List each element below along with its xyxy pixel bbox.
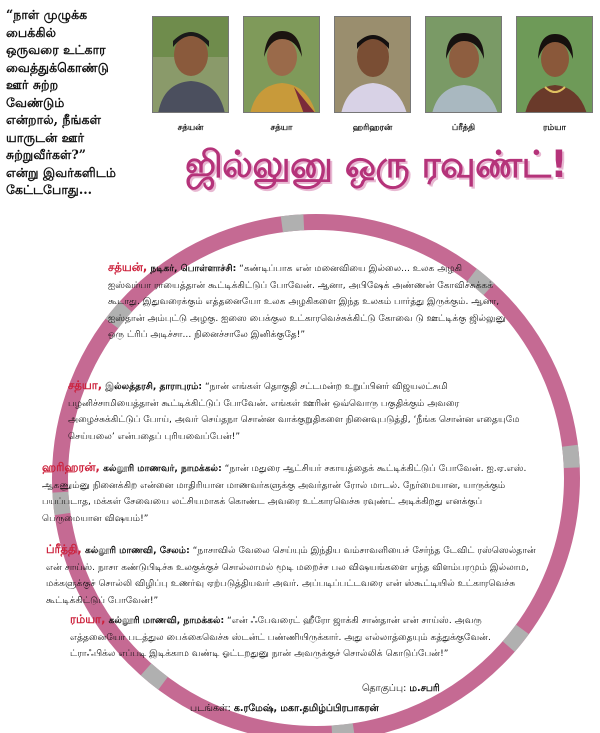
compiled-label: தொகுப்பு: <box>362 683 407 694</box>
portrait-row <box>150 16 600 151</box>
speaker-role: கல்லூரி மாணவர், நாமக்கல்: <box>99 464 222 474</box>
quote-text: “என் ஃபேவரைட் ஹீரோ ஜாக்கி சான்தான் என் சாய்ஸ். அவரு எத்தனையோ படத்துல பைக்கைவெச்சு ஸ்டன்ட் பண்ணியிருக்கார். அது எல்லாத்தையும் கத்துக்குவேன். ட்ராஃபிக்ல எப்படி இடிக்காம வண்டி ஓட்டறதுனு நான் அவருக்குச் சொல்லிக் கொடுப்பேன்!” <box>70 616 491 659</box>
speaker-name: சத்யன், <box>108 260 148 274</box>
compiled-credit <box>362 683 440 695</box>
intro-question <box>6 6 156 199</box>
quote-text: “கண்டிப்பாக என் மனைவியை இல்லை... உலக அழகி ஐஸ்வர்யா ராயைத்தான் கூட்டிக்கிட்டுப் போவேன். ஆனா, அபிஷேக் அண்ணன் கோவிச்சுக்கக் கூடாது. இதுவரைக்கும் எத்தனையோ உலக அழகிகளை இந்த உலகம் பார்த்து இருக்கும். ஆனா, ஐஸ்தான் அம்புட்டு அழகு. ஐஸை பைக்குல உட்காரவெச்சுக்கிட்டு கோவை டு ஊட்டிக்கு ஜில்லுனு ஒரு ட்ரிப் அடிச்சா... நினைச்சாலே இனிக்குதே!” <box>108 264 506 340</box>
portrait-photo <box>334 16 411 113</box>
quote-text: “நான் எங்கள் தொகுதி சட்டமன்ற உறுப்பினர் விஜயலட்சுமி பழனிச்சாமியைத்தான் கூட்டிக்கிட்டுப் போவேன். எங்கள் ஊரின் ஒவ்வொரு பகுதிக்கும் அவரை அழைச்சுக்கிட்டுப் போய், அவர் செய்தநா சொன்ன வாக்குறுதிகளை நினைவுபடுத்தி, ‘நீங்க சொன்ன எதையுமே செய்யலை’ என்பதைப் புரியவைப்பேன்!” <box>68 382 520 442</box>
speaker-role: நடிகர், பொள்ளாச்சி: <box>147 264 237 274</box>
photos-label: படங்கள்: <box>190 703 231 714</box>
person-ramya <box>516 16 593 134</box>
speaker-role: இல்லத்தரசி, தாராபுரம்: <box>102 382 203 392</box>
quote-hariharan <box>42 459 542 527</box>
portrait-photo <box>425 16 502 113</box>
intro-line: “நாள் முழுக்க <box>6 7 88 22</box>
intro-line: கேட்டபோது... <box>6 182 93 197</box>
compiled-by: ம.சபரி <box>409 683 440 694</box>
intro-line: வைத்துக்கொண்டு <box>6 59 109 75</box>
speaker-name: ஹரிஹரன், <box>42 460 100 474</box>
intro-line: பைக்கில் <box>6 24 57 40</box>
quote-sathyan <box>108 259 508 344</box>
headline: ஜில்லுனு ஒரு ரவுண்ட்! <box>185 143 567 186</box>
person-hariharan <box>334 16 411 134</box>
intro-line: சுற்றுவீர்கள்?” <box>6 147 86 162</box>
intro-line: என்று இவர்களிடம் <box>6 164 116 180</box>
quote-sathya <box>68 377 533 445</box>
person-name: ஹரிஹரன் <box>352 123 393 133</box>
person-sathyan <box>152 16 229 134</box>
quote-preethi <box>46 541 544 609</box>
portrait-photo <box>516 16 593 113</box>
intro-line: ஊர் சுற்ற <box>6 77 59 92</box>
speaker-role: கல்லூரி மாணவி, சேலம்: <box>81 546 190 556</box>
quote-text: “நான் மதுரை ஆட்சியர் சகாயத்தைக் கூட்டிக்கிட்டுப் போவேன். ஐ.ஏ.எஸ். ஆகணும்னு நினைக்கிற என்னை மாதிரியான மாணவர்களுக்கு அவர்தான் ரோல் மாடல். நேர்மையான, யாருக்கும் பயப்படாத, மக்கள் சேவையை லட்சியமாகக் கொண்ட அவரை உட்காரவெச்சு ரவுண்ட் அடிக்கிறது எனக்குப் பெருமையான விஷயம்!” <box>42 464 527 524</box>
portrait-photo <box>243 16 320 113</box>
quote-text: “நாசாவில் வேலை செய்யும் இந்திய வம்சாவளியைச் சேர்ந்த டேவிட் ரஸ்ஸெல்தான் என் சாய்ஸ். நாசா கண்டுபிடிச்சு உலகுக்குச் சொல்லாமல் மூடி மறைச்ச பல விஷயங்களை எந்த விளம்பரமும் இல்லாம, மக்களுக்குச் சொல்லி விழிப்பு உணர்வு ஏற்படுத்தியவர் அவர். அப்படிப்பட்டவரை என் ஸ்கூட்டியில் உட்காரவெச்சு கூட்டிக்கிட்டுப் போவேன்!” <box>46 546 536 606</box>
photos-by: க.ரமேஷ், மகா.தமிழ்ப்பிரபாகரன் <box>233 703 379 714</box>
intro-line: யாருடன் ஊர் <box>6 129 85 145</box>
person-preethi <box>425 16 502 134</box>
speaker-name: சத்யா, <box>68 378 103 392</box>
intro-line: ஒருவரை உட்கார <box>6 42 106 57</box>
photos-credit <box>190 703 379 715</box>
speaker-name: ரம்யா, <box>70 612 106 626</box>
intro-line: என்றால், நீங்கள் <box>6 112 101 127</box>
portrait-photo <box>152 16 229 113</box>
speaker-role: கல்லூரி மாணவி, நாமக்கல்: <box>105 616 225 626</box>
speaker-name: ப்ரீத்தி, <box>46 542 82 556</box>
quote-ramya <box>70 611 530 663</box>
person-name: ப்ரீத்தி <box>451 123 476 133</box>
person-name: சத்யன் <box>177 123 204 133</box>
person-name: ரம்யா <box>543 123 566 133</box>
intro-line: வேண்டும் <box>6 94 65 110</box>
person-sathya <box>243 16 320 134</box>
person-name: சத்யா <box>270 123 293 133</box>
